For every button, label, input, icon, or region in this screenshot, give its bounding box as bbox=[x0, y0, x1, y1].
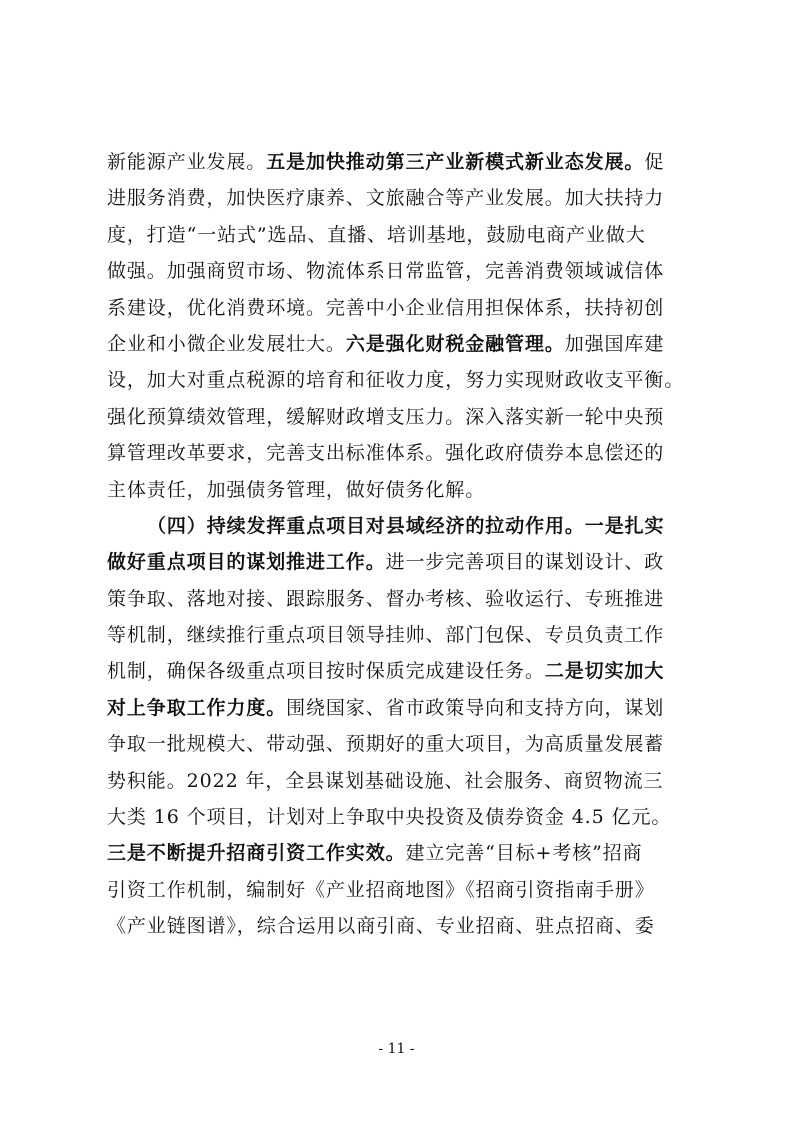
text-run: 建立完善“目标+考核”招商 bbox=[405, 842, 643, 865]
text-line bbox=[107, 835, 693, 871]
text-line bbox=[107, 180, 693, 216]
bold-text-run: 对上争取工作力度。 bbox=[107, 696, 287, 719]
text-run: 主体责任，加强债务管理，做好债务化解。 bbox=[107, 478, 486, 501]
text-run: 争取一批规模大、带动强、预期好的重大项目，为高质量发展蓄 bbox=[107, 733, 665, 756]
bold-text-run: 做好重点项目的谋划推进工作。 bbox=[107, 551, 386, 574]
body-text bbox=[107, 144, 693, 945]
text-run: 进一步完善项目的谋划设计、政 bbox=[385, 551, 665, 574]
text-run: 加强国库建 bbox=[564, 332, 665, 355]
text-run: 促 bbox=[644, 151, 665, 173]
text-line bbox=[107, 435, 693, 471]
text-line bbox=[107, 799, 693, 835]
text-line bbox=[107, 544, 693, 580]
bold-text-run: 二是切实加大 bbox=[544, 660, 665, 683]
text-line bbox=[107, 908, 693, 944]
text-run: 设，加大对重点税源的培育和征收力度，努力实现财政收支平衡。 bbox=[107, 369, 685, 392]
text-run: 做强。加强商贸市场、物流体系日常监管，完善消费领域诚信体 bbox=[107, 260, 665, 283]
text-run: 企业和小微企业发展壮大。 bbox=[107, 332, 346, 355]
text-line bbox=[107, 726, 693, 762]
text-run: 算管理改革要求，完善支出标准体系。强化政府债券本息偿还的 bbox=[107, 442, 665, 465]
text-line bbox=[107, 144, 693, 180]
text-line bbox=[107, 253, 693, 289]
text-line bbox=[107, 581, 693, 617]
text-line bbox=[107, 217, 693, 253]
text-line bbox=[107, 872, 693, 908]
bold-text-run: （四）持续发挥重点项目对县域经济的拉动作用。一是扎实 bbox=[147, 514, 665, 537]
text-line bbox=[107, 326, 693, 362]
text-line bbox=[107, 690, 693, 726]
text-line bbox=[107, 508, 693, 544]
text-run: 策争取、落地对接、跟踪服务、督办考核、验收运行、专班推进 bbox=[107, 587, 665, 610]
text-line bbox=[107, 362, 693, 398]
text-run: 新能源产业发展。 bbox=[107, 151, 267, 173]
text-line bbox=[107, 617, 693, 653]
bold-text-run: 五是加快推动第三产业新模式新业态发展。 bbox=[266, 151, 645, 173]
text-line bbox=[107, 653, 693, 689]
text-line bbox=[107, 399, 693, 435]
text-run: 引资工作机制，编制好《产业招商地图》《招商引资指南手册》 bbox=[107, 878, 655, 901]
text-run: 进服务消费，加快医疗康养、文旅融合等产业发展。加大扶持力 bbox=[107, 187, 665, 210]
text-run: 等机制，继续推行重点项目领导挂帅、部门包保、专员负责工作 bbox=[107, 624, 665, 647]
text-run: 大类 16 个项目，计划对上争取中央投资及债券资金 4.5 亿元。 bbox=[107, 806, 672, 829]
bold-text-run: 三是不断提升招商引资工作实效。 bbox=[107, 842, 406, 865]
text-line bbox=[107, 763, 693, 799]
text-run: 势积能。2022 年，全县谋划基础设施、社会服务、商贸物流三 bbox=[107, 769, 664, 792]
text-line bbox=[107, 472, 693, 508]
text-run: 《产业链图谱》，综合运用以商引商、专业招商、驻点招商、委 bbox=[107, 915, 655, 938]
text-run: 围绕国家、省市政策导向和支持方向，谋划 bbox=[286, 696, 665, 719]
bold-text-run: 六是强化财税金融管理。 bbox=[345, 332, 565, 355]
text-run: 度，打造“一站式”选品、直播、培训基地，鼓励电商产业做大 bbox=[107, 223, 646, 246]
text-line bbox=[107, 290, 693, 326]
page-number: - 11 - bbox=[378, 1041, 415, 1057]
text-run: 系建设，优化消费环境。完善中小企业信用担保体系，扶持初创 bbox=[107, 296, 665, 319]
text-run: 机制，确保各级重点项目按时保质完成建设任务。 bbox=[107, 660, 545, 683]
text-run: 强化预算绩效管理，缓解财政增支压力。深入落实新一轮中央预 bbox=[107, 405, 665, 428]
